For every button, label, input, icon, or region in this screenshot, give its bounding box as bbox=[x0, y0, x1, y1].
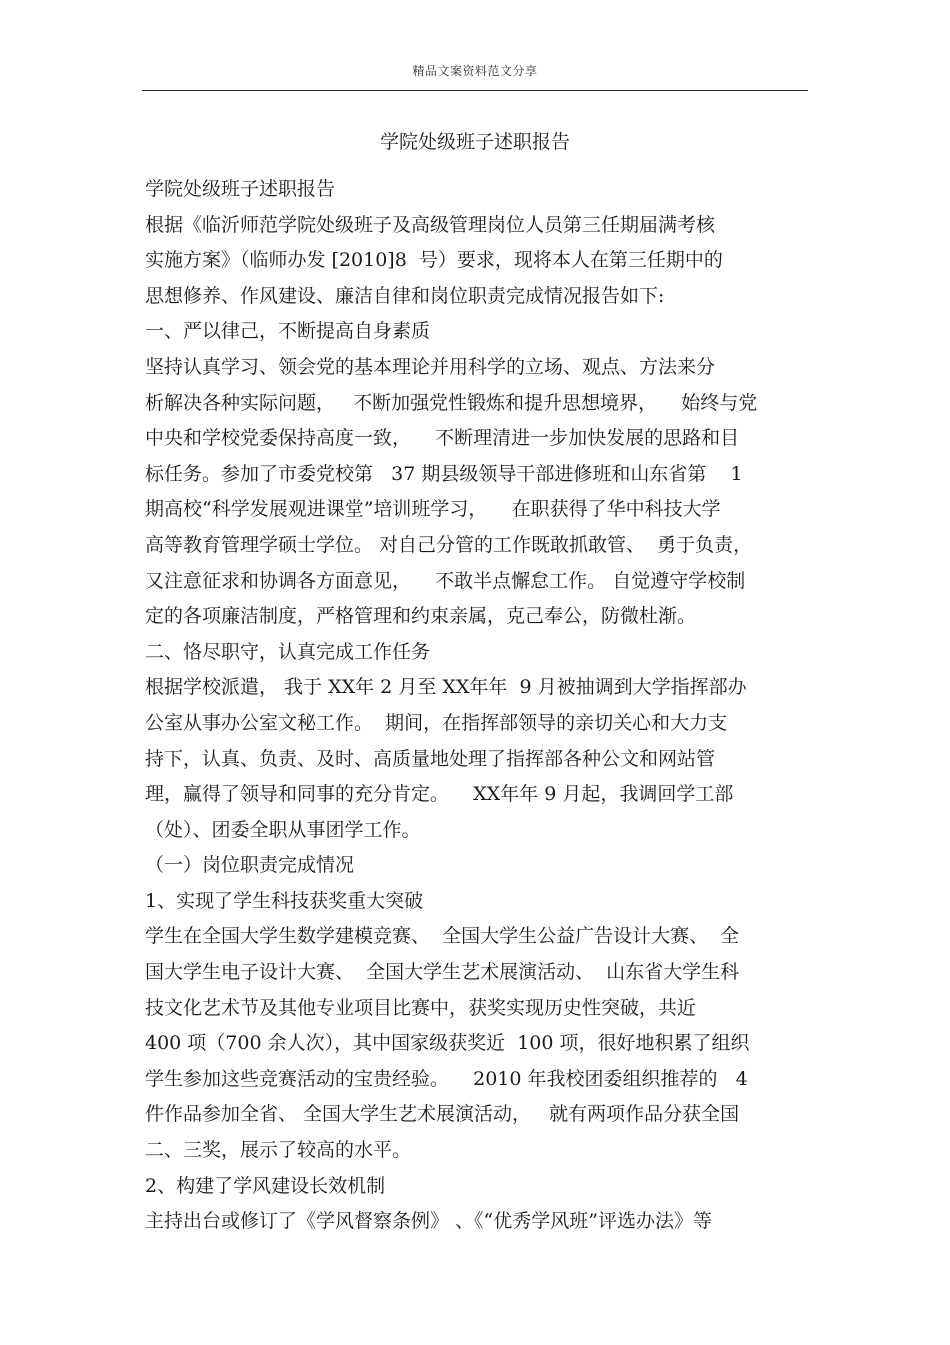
body-line: 学生在全国大学生数学建模竞赛、 全国大学生公益广告设计大赛、 全 bbox=[145, 925, 740, 948]
body-line: 坚持认真学习、领会党的基本理论并用科学的立场、观点、方法来分 bbox=[145, 355, 716, 378]
body-line: 件作品参加全省、 全国大学生艺术展演活动， 就有两项作品分获全国 bbox=[145, 1103, 740, 1126]
body-line: 学院处级班子述职报告 bbox=[145, 178, 336, 200]
subsection-heading: （一）岗位职责完成情况 bbox=[145, 854, 355, 877]
body-line: 又注意征求和协调各方面意见， 不敢半点懈怠工作。 自觉遵守学校制 bbox=[145, 569, 746, 592]
body-line: 学生参加这些竞赛活动的宝贵经验。 2010 年我校团委组织推荐的 4 bbox=[145, 1067, 748, 1090]
page-header: 精品文案资料范文分享 bbox=[412, 64, 538, 78]
body-line: 技文化艺术节及其他专业项目比赛中，获奖实现历史性突破，共近 bbox=[145, 996, 697, 1019]
body-line: 二、三奖，展示了较高的水平。 bbox=[145, 1139, 412, 1162]
body-line: 持下，认真、负责、及时、高质量地处理了指挥部各种公文和网站管 bbox=[145, 747, 716, 770]
body-line: 思想修养、作风建设、廉洁自律和岗位职责完成情况报告如下: bbox=[145, 284, 665, 307]
body-line: 高等教育管理学硕士学位。 对自己分管的工作既敢抓敢管、 勇于负责， bbox=[145, 533, 753, 556]
body-line: 国大学生电子设计大赛、 全国大学生艺术展演活动、 山东省大学生科 bbox=[145, 961, 740, 984]
body-line: 主持出台或修订了《学风督察条例》 、《“优秀学风班”评选办法》等 bbox=[145, 1210, 712, 1233]
section-heading: 一、严以律己，不断提高自身素质 bbox=[145, 320, 431, 343]
item-heading: 1、实现了学生科技获奖重大突破 bbox=[145, 889, 424, 912]
header-divider bbox=[142, 90, 808, 91]
body-line: 公室从事办公室文秘工作。 期间，在指挥部领导的亲切关心和大力支 bbox=[145, 711, 728, 734]
body-line: （处）、团委全职从事团学工作。 bbox=[145, 818, 421, 841]
body-line: 理，赢得了领导和同事的充分肯定。 XX年年 9 月起，我调回学工部 bbox=[145, 783, 734, 806]
body-line: 400 项（700 余人次），其中国家级获奖近 100 项，很好地积累了组织 bbox=[145, 1032, 750, 1055]
body-line: 根据学校派遣， 我于 XX年 2 月至 XX年年 9 月被抽调到大学指挥部办 bbox=[145, 676, 747, 699]
body-line: 中央和学校党委保持高度一致， 不断理清进一步加快发展的思路和目 bbox=[145, 427, 740, 450]
document-body bbox=[145, 172, 810, 1240]
body-line: 定的各项廉洁制度，严格管理和约束亲属，克己奉公，防微杜渐。 bbox=[145, 605, 697, 628]
document-title: 学院处级班子述职报告 bbox=[379, 131, 570, 153]
item-heading: 2、构建了学风建设长效机制 bbox=[145, 1174, 386, 1197]
body-line: 实施方案》（临师办发 [2010]8 号）要求，现将本人在第三任期中的 bbox=[145, 249, 723, 272]
body-line: 根据《临沂师范学院处级班子及高级管理岗位人员第三任期届满考核 bbox=[145, 213, 716, 236]
body-line: 析解决各种实际问题， 不断加强党性锻炼和提升思想境界， 始终与党 bbox=[145, 391, 758, 414]
section-heading: 二、恪尽职守，认真完成工作任务 bbox=[145, 640, 431, 663]
body-line: 标任务。参加了市委党校第 37 期县级领导干部进修班和山东省第 1 bbox=[145, 462, 743, 485]
body-line: 期高校“科学发展观进课堂”培训班学习， 在职获得了华中科技大学 bbox=[145, 498, 721, 521]
